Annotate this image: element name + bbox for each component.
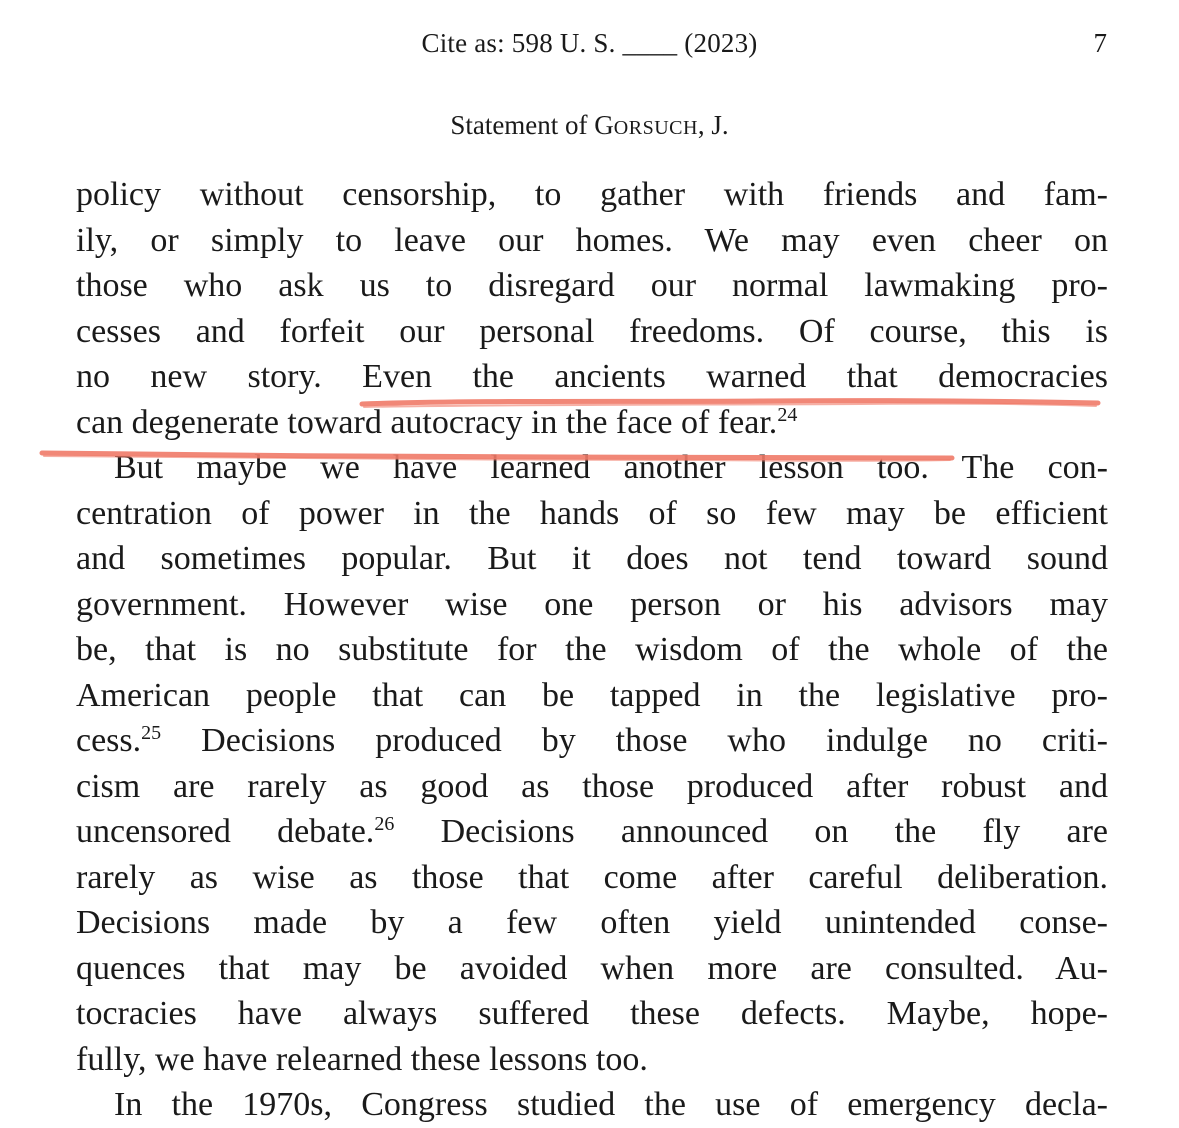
line-text: Decisions produced by those who indulge no criti-: [161, 722, 1108, 759]
text-line: policy without censorship, to gather with friends and fam-: [76, 176, 1108, 213]
page-number: 7: [1093, 28, 1107, 58]
line-text: Decisions announced on the fly are: [394, 813, 1108, 850]
text-line: tocracies have always suffered these defects. Maybe, hope-: [76, 995, 1108, 1032]
text-line: In the 1970s, Congress studied the use of emergency decla-: [114, 1086, 1108, 1123]
text-line: fully, we have relearned these lessons too.: [76, 1040, 648, 1078]
line-text: can degenerate toward autocracy in the face of fear.: [76, 403, 778, 441]
text-line: [76, 400, 1108, 446]
statement-suffix: , J.: [697, 110, 729, 140]
line-text: cess.: [76, 722, 142, 759]
justice-name: ORSUCH: [613, 117, 698, 139]
text-line: [76, 809, 1108, 855]
text-line: government. However wise one person or his advisors may: [76, 585, 1108, 623]
statement-prefix: Statement of: [450, 110, 595, 140]
text-line: ily, or simply to leave our homes. We may even cheer on: [76, 221, 1108, 259]
footnote-ref-25[interactable]: 25: [141, 722, 162, 744]
footnote-ref-24[interactable]: 24: [777, 403, 798, 426]
text-line: no new story. Even the ancients warned that democracies: [76, 358, 1108, 395]
text-line: centration of power in the hands of so few may be efficient: [76, 494, 1108, 532]
citation: Cite as: 598 U. S. ____ (2023): [421, 28, 758, 58]
text-line: and sometimes popular. But it does not tend toward sound: [76, 540, 1108, 577]
text-line: But maybe we have learned another lesson too. The con-: [114, 449, 1108, 486]
line-text: uncensored debate.: [76, 813, 375, 850]
text-line: those who ask us to disregard our normal lawmaking pro-: [76, 267, 1108, 304]
text-line: cism are rarely as good as those produced after robust and: [76, 767, 1108, 805]
justice-initial: G: [594, 110, 614, 140]
footnote-ref-26[interactable]: 26: [374, 813, 395, 835]
statement-heading: [0, 110, 1179, 141]
text-line: [76, 718, 1108, 764]
text-line: cesses and forfeit our personal freedoms. Of course, this is: [76, 312, 1108, 350]
text-line: rarely as wise as those that come after careful deliberation.: [76, 858, 1108, 896]
running-head: [0, 28, 1179, 62]
opinion-body: [76, 172, 1108, 1128]
text-line: be, that is no substitute for the wisdom of the whole of the: [76, 631, 1108, 668]
text-line: quences that may be avoided when more are consulted. Au-: [76, 949, 1108, 987]
text-line: American people that can be tapped in the legislative pro-: [76, 676, 1108, 714]
text-line: Decisions made by a few often yield unintended conse-: [76, 904, 1108, 941]
